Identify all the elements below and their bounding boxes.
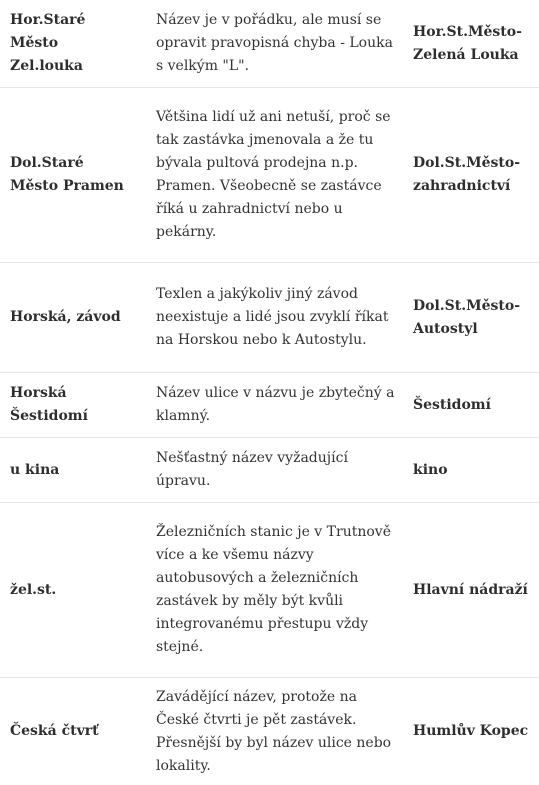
old-stop-name: Dol.Staré Město Pramen [0,88,138,263]
table-row [0,0,539,88]
new-stop-name: Dol.St.Město-zahradnictví [409,88,539,263]
table-row [0,88,539,263]
old-stop-name: žel.st. [0,503,138,678]
rename-reason: Železničních stanic je v Trutnově více a ke všemu názvy autobusových a železničních zastávek by měly být kvůli integrovanému přestupu vždy stejné. [138,503,409,678]
old-stop-name: Horská, závod [0,263,138,373]
new-stop-name: Hor.St.Město-Zelená Louka [409,0,539,88]
old-stop-name: Hor.Staré Město Zel.louka [0,0,138,88]
new-stop-name: Dol.St.Město-Autostyl [409,263,539,373]
table-row [0,438,539,503]
table-row [0,503,539,678]
table-row [0,263,539,373]
rename-reason: Zavádějící název, protože na České čtvrti je pět zastávek. Přesnější by byl název ulice nebo lokality. [138,678,409,785]
new-stop-name: Humlův Kopec [409,678,539,785]
rename-reason: Nešťastný název vyžadující úpravu. [138,438,409,503]
rename-reason: Texlen a jakýkoliv jiný závod neexistuje a lidé jsou zvyklí říkat na Horskou nebo k Autostylu. [138,263,409,373]
new-stop-name: Šestidomí [409,373,539,438]
table-row [0,678,539,785]
new-stop-name: Hlavní nádraží [409,503,539,678]
old-stop-name: Horská Šestidomí [0,373,138,438]
new-stop-name: kino [409,438,539,503]
rename-reason: Název je v pořádku, ale musí se opravit pravopisná chyba - Louka s velkým "L". [138,0,409,88]
table-row [0,373,539,438]
rename-reason: Většina lidí už ani netuší, proč se tak zastávka jmenovala a že tu bývala pultová prodejna n.p. Pramen. Všeobecně se zastávce říká u zahradnictví nebo u pekárny. [138,88,409,263]
rename-reason: Název ulice v názvu je zbytečný a klamný. [138,373,409,438]
old-stop-name: u kina [0,438,138,503]
old-stop-name: Česká čtvrť [0,678,138,785]
